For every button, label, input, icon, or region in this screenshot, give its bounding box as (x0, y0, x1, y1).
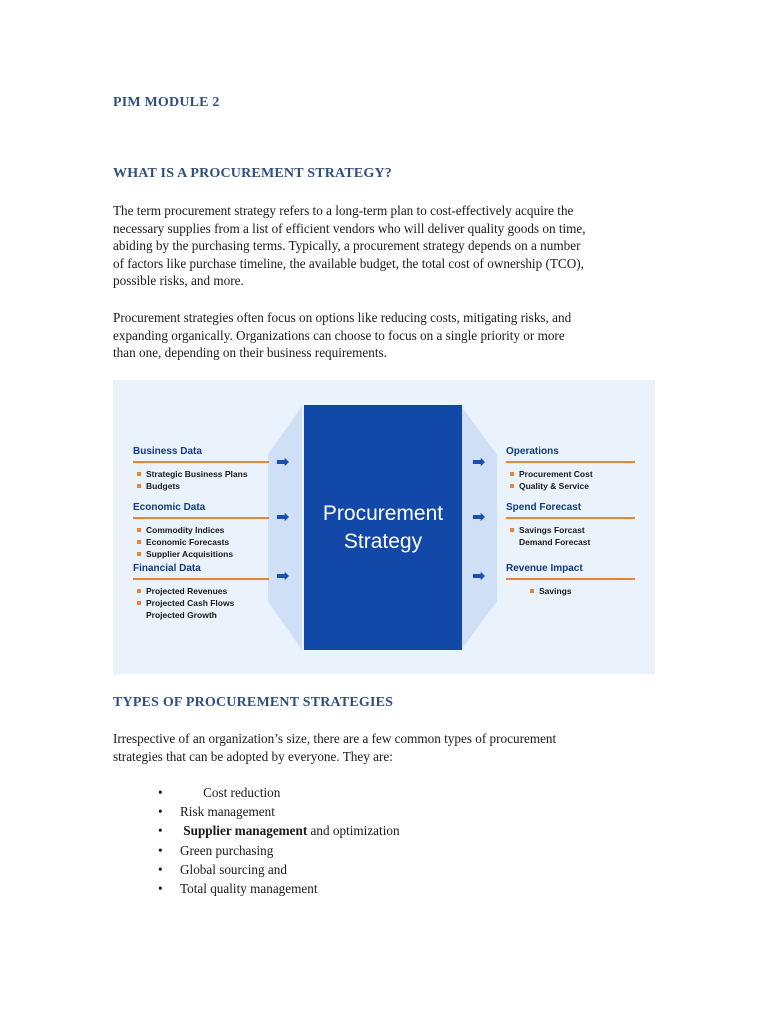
text-line: The term procurement strategy refers to a long-term plan to cost-effectively acquire the (113, 203, 574, 218)
arrow-right-icon: ➡ (472, 566, 486, 585)
bullet-icon: • (158, 861, 163, 877)
text-line: Irrespective of an organization’s size, there are a few common types of procurement (113, 731, 557, 746)
group-title: Spend Forecast (506, 502, 635, 519)
list-item: Projected Growth (146, 610, 217, 620)
list-item-text: Risk management (180, 804, 275, 820)
text-line: necessary supplies from a list of efficient vendors who will deliver quality goods on time, (113, 220, 586, 236)
list-item: Strategic Business Plans (133, 468, 269, 480)
bullet-icon: • (158, 842, 163, 858)
paragraph-definition (113, 202, 655, 290)
output-group-spend-forecast (506, 502, 635, 548)
text-line: strategies that can be adopted by everyone. They are: (113, 748, 393, 764)
strategy-types-list (158, 783, 400, 898)
bullet-icon: • (158, 823, 163, 839)
list-item: Demand Forecast (519, 537, 591, 547)
output-funnel (461, 406, 497, 650)
group-title: Economic Data (133, 502, 269, 519)
list-item: Commodity Indices (133, 524, 269, 536)
section-heading-types: TYPES OF PROCUREMENT STRATEGIES (113, 695, 394, 710)
list-item-text: and optimization (307, 823, 400, 839)
bullet-icon: • (158, 804, 163, 820)
list-item: Savings (506, 585, 635, 597)
list-item: Procurement Cost (506, 468, 635, 480)
bullet-icon: • (158, 881, 163, 897)
list-item: Savings Forcast (506, 524, 635, 536)
group-title: Financial Data (133, 563, 269, 580)
output-group-revenue-impact (506, 563, 635, 597)
list-item (158, 860, 400, 879)
list-item (158, 879, 400, 898)
list-item: Supplier Acquisitions (133, 548, 269, 560)
group-title: Business Data (133, 446, 269, 463)
text-line: expanding organically. Organizations can choose to focus on a single priority or more (113, 327, 565, 343)
input-group-economic-data (133, 502, 269, 560)
list-item (158, 783, 400, 802)
list-item-text: Total quality management (180, 881, 318, 897)
list-item: Projected Revenues (133, 585, 269, 597)
list-item-bold: Supplier management (180, 823, 308, 839)
list-item: Economic Forecasts (133, 536, 269, 548)
text-line: possible risks, and more. (113, 273, 244, 289)
core-title-line2: Strategy (343, 529, 423, 553)
module-title: PIM MODULE 2 (113, 95, 220, 110)
arrow-right-icon: ➡ (472, 452, 486, 471)
input-group-business-data (133, 446, 269, 492)
procurement-strategy-diagram (113, 380, 655, 674)
arrow-right-icon: ➡ (276, 452, 290, 471)
group-title: Operations (506, 446, 635, 463)
arrow-right-icon: ➡ (472, 507, 486, 526)
output-group-operations (506, 446, 635, 492)
text-line: Procurement strategies often focus on options like reducing costs, mitigating risks, and (113, 310, 572, 325)
group-title: Revenue Impact (506, 563, 635, 580)
list-item-text: Green purchasing (180, 842, 274, 858)
list-item-text: Cost reduction (180, 785, 281, 800)
bullet-icon: • (158, 785, 163, 800)
list-item (158, 821, 400, 840)
paragraph-types-intro (113, 730, 655, 765)
section-heading-what-is: WHAT IS A PROCUREMENT STRATEGY? (113, 166, 392, 181)
procurement-strategy-box (304, 405, 462, 650)
list-item: Budgets (133, 480, 269, 492)
text-line: abiding by the purchasing terms. Typically, a procurement strategy depends on a number (113, 238, 581, 254)
list-item-text: Global sourcing and (180, 861, 287, 877)
text-line: of factors like purchase timeline, the available budget, the total cost of ownership (TCO), (113, 255, 584, 271)
input-funnel (268, 406, 302, 650)
input-group-financial-data (133, 563, 269, 621)
core-title-line1: Procurement (322, 501, 444, 525)
text-line: than one, depending on their business requirements. (113, 345, 387, 361)
arrow-right-icon: ➡ (276, 507, 290, 526)
paragraph-focus (113, 309, 655, 362)
list-item (158, 841, 400, 860)
list-item (158, 802, 400, 821)
list-item: Projected Cash Flows (133, 597, 269, 609)
arrow-right-icon: ➡ (276, 566, 290, 585)
list-item: Quality & Service (506, 480, 635, 492)
